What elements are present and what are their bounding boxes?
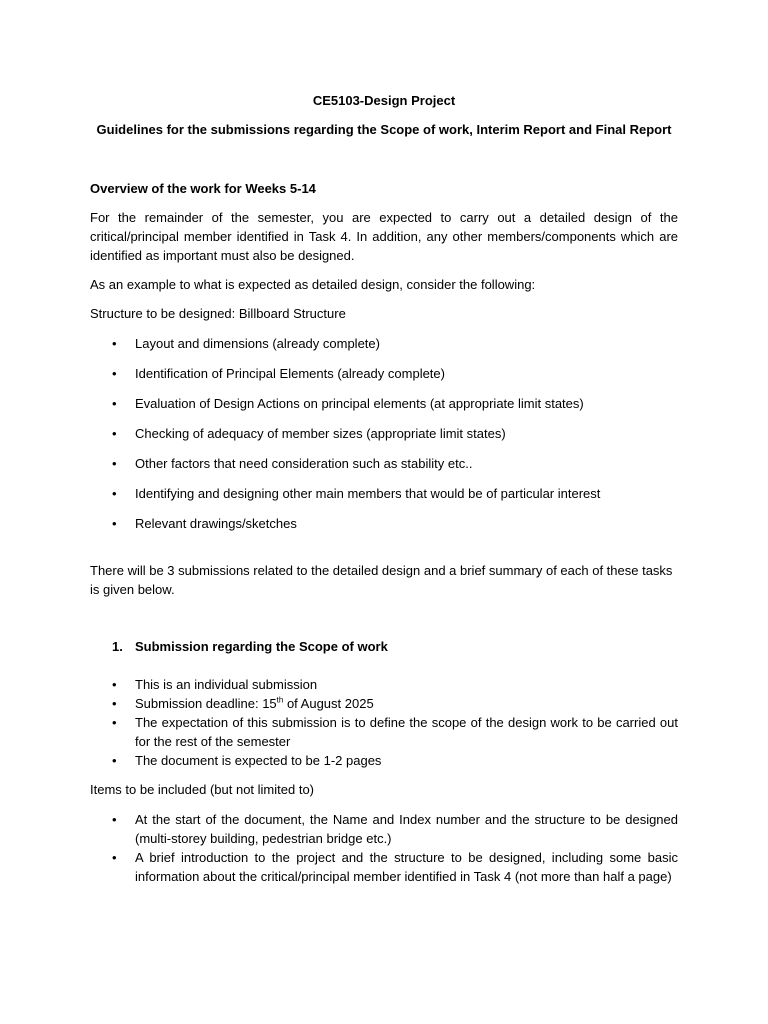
list-item-text: Relevant drawings/sketches xyxy=(135,516,297,531)
document-title: CE5103-Design Project xyxy=(312,93,456,108)
deadline-suffix: of August 2025 xyxy=(283,696,374,711)
list-item-text: At the start of the document, the Name and Index number and the structure to be designed (multi-storey building, pedestrian bridge etc.) xyxy=(135,812,678,846)
deadline-prefix: Submission deadline: 15 xyxy=(135,696,277,711)
bullet-icon: • xyxy=(112,850,117,865)
list-item-text: Identifying and designing other main members that would be of particular interest xyxy=(135,486,601,501)
example-intro: As an example to what is expected as detailed design, consider the following: xyxy=(90,277,536,292)
structure-line: Structure to be designed: Billboard Structure xyxy=(90,306,346,321)
list-item-text: Other factors that need consideration such as stability etc.. xyxy=(135,456,473,471)
example-list xyxy=(90,334,678,533)
list-item xyxy=(90,424,678,443)
list-item xyxy=(90,364,678,383)
list-item xyxy=(90,334,678,353)
bullet-icon: • xyxy=(112,715,117,730)
include-items-list xyxy=(90,810,678,886)
submission-details-list xyxy=(90,675,678,770)
bullet-icon: • xyxy=(112,696,117,711)
list-item xyxy=(90,694,678,713)
list-item-text: Checking of adequacy of member sizes (appropriate limit states) xyxy=(135,426,506,441)
bullet-icon: • xyxy=(112,677,117,692)
bullet-icon: • xyxy=(112,456,117,471)
section-number: 1. xyxy=(112,639,123,654)
bullet-icon: • xyxy=(112,812,117,827)
bullet-icon: • xyxy=(112,366,117,381)
list-item xyxy=(90,454,678,473)
overview-paragraph: For the remainder of the semester, you are expected to carry out a detailed design of the critical/principal member identified in Task 4. In addition, any other members/components which are identified as important must also be designed. xyxy=(90,210,678,263)
list-item-text: Layout and dimensions (already complete) xyxy=(135,336,380,351)
section-1-heading xyxy=(90,637,678,656)
list-item xyxy=(90,713,678,751)
bullet-icon: • xyxy=(112,336,117,351)
deadline-superscript: th xyxy=(276,695,284,705)
bullet-icon: • xyxy=(112,396,117,411)
list-item xyxy=(90,810,678,848)
list-item xyxy=(90,751,678,770)
list-item-text: Evaluation of Design Actions on principal elements (at appropriate limit states) xyxy=(135,396,584,411)
document-subtitle: Guidelines for the submissions regarding the Scope of work, Interim Report and Final Report xyxy=(96,122,672,137)
list-item xyxy=(90,484,678,503)
bullet-icon: • xyxy=(112,426,117,441)
list-item xyxy=(90,394,678,413)
list-item xyxy=(90,675,678,694)
list-item xyxy=(90,514,678,533)
bullet-icon: • xyxy=(112,753,117,768)
list-item-text: Identification of Principal Elements (already complete) xyxy=(135,366,445,381)
overview-heading: Overview of the work for Weeks 5-14 xyxy=(90,181,316,196)
list-item-text: The document is expected to be 1-2 pages xyxy=(135,753,382,768)
list-item-text: This is an individual submission xyxy=(135,677,318,692)
items-intro: Items to be included (but not limited to) xyxy=(90,782,315,797)
submissions-intro: There will be 3 submissions related to the detailed design and a brief summary of each of these tasks is given below. xyxy=(90,563,673,597)
list-item-text: The expectation of this submission is to define the scope of the design work to be carried out for the rest of the semester xyxy=(135,715,678,749)
section-title: Submission regarding the Scope of work xyxy=(135,639,388,654)
bullet-icon: • xyxy=(112,516,117,531)
list-item xyxy=(90,848,678,886)
bullet-icon: • xyxy=(112,486,117,501)
list-item-text: A brief introduction to the project and the structure to be designed, including some basic information about the critical/principal member identified in Task 4 (not more than half a page) xyxy=(135,850,678,884)
